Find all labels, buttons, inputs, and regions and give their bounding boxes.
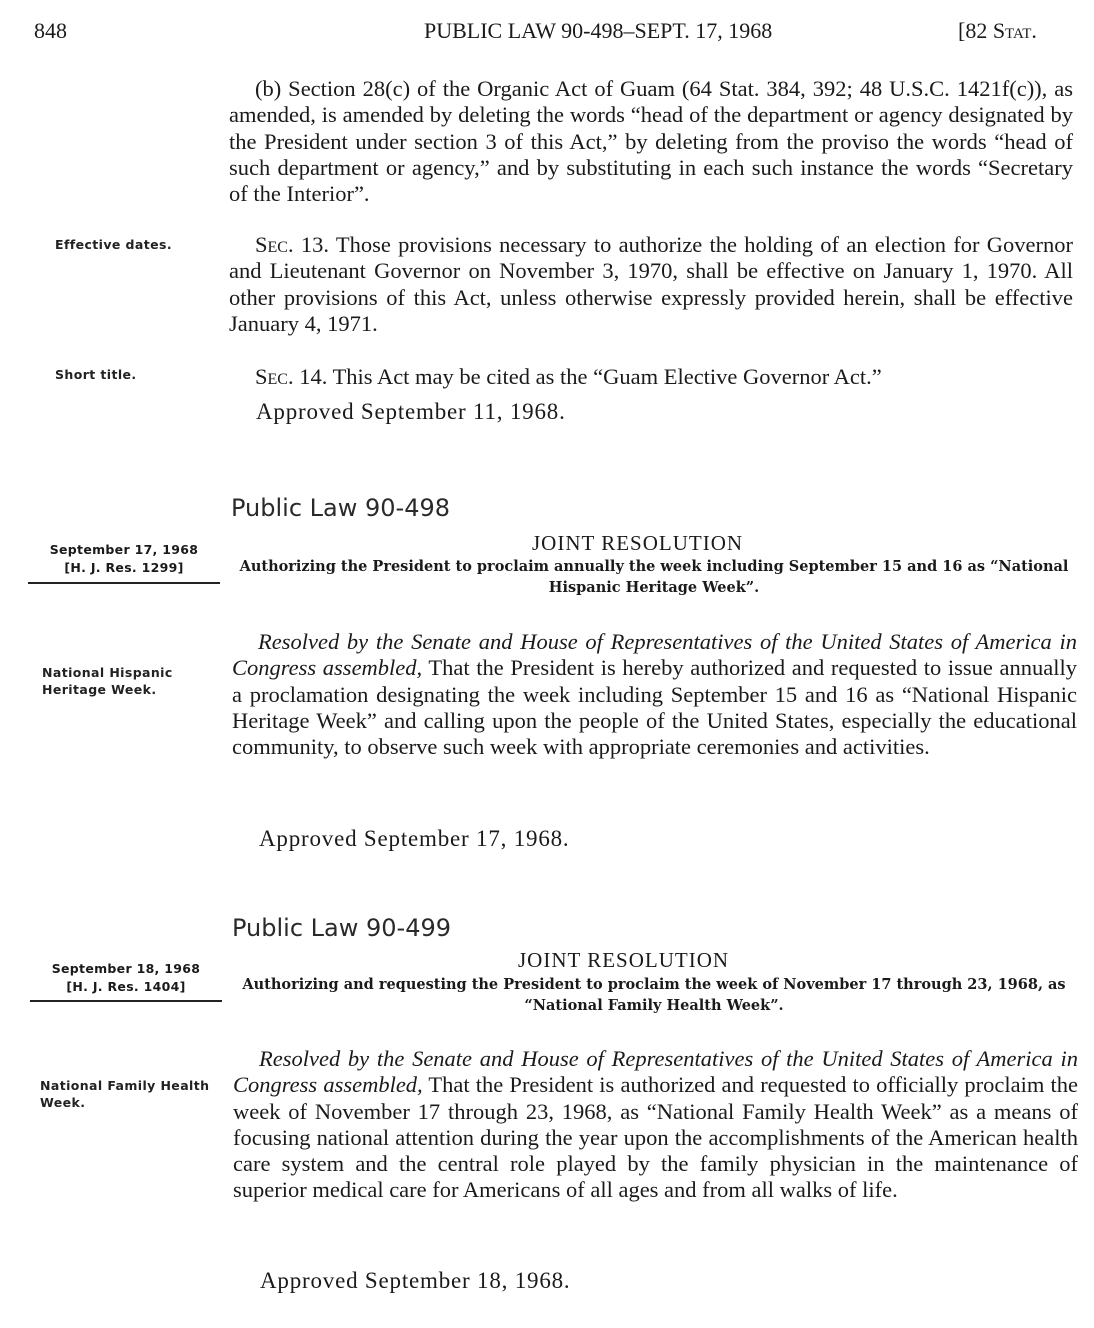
- joint-resolution-title-498: JOINT RESOLUTION: [532, 531, 744, 555]
- resolution-paragraph-499: [233, 1046, 1078, 1204]
- margin-note-short-title: Short title.: [55, 367, 137, 382]
- section-14-text: This Act may be cited as the “Guam Elective Governor Act.”: [332, 364, 882, 389]
- sidebar-date-block-499: [30, 960, 222, 996]
- resolution-paragraph-498: [232, 629, 1077, 760]
- approved-date-3: Approved September 18, 1968.: [260, 1268, 571, 1293]
- margin-note-hispanic-heritage: National Hispanic Heritage Week.: [42, 665, 173, 697]
- approved-date-2: Approved September 17, 1968.: [259, 826, 570, 851]
- section-13-paragraph: [229, 232, 1073, 337]
- approved-date-1: Approved September 11, 1968.: [256, 399, 566, 424]
- section-13-label: Sec. 13.: [255, 232, 329, 257]
- sidebar-bill-498: [H. J. Res. 1299]: [64, 560, 184, 575]
- page-number: 848: [34, 18, 67, 43]
- resolved-clause-498: Resolved by the Senate and House of Representatives of the United States of America in Congress assembled,: [232, 629, 1077, 681]
- statute-reference: [82 Stat.: [958, 18, 1037, 43]
- joint-resolution-description-498: Authorizing the President to proclaim annually the week including September 15 and 16 as “National Hispanic Heritage Week”.: [239, 558, 1069, 596]
- section-b-paragraph: (b) Section 28(c) of the Organic Act of Guam (64 Stat. 384, 392; 48 U.S.C. 1421f(c)), as amended, is amended by deleting the words “head of the department or agency designated by the President under section 3 of this Act,” by deleting from the proviso the words “head of such department or agency,” and by substituting in each such instance the words “Secretary of the Interior”.: [229, 76, 1073, 207]
- sidebar-bill-499: [H. J. Res. 1404]: [66, 979, 186, 994]
- sidebar-date-block-498: [28, 541, 220, 577]
- sidebar-date-499: September 18, 1968: [51, 961, 201, 976]
- margin-note-effective-dates: Effective dates.: [55, 237, 172, 252]
- resolution-text-499: That the President is authorized and requested to officially proclaim the week of November 17 through 23, 1968, as “National Family Health Week” as a means of focusing national attention during the year upon the accomplishments of the American health care system and the central role played by the family physician in the maintenance of superior medical care for Americans of all ages and from all walks of life.: [233, 1072, 1078, 1203]
- resolved-clause-499: Resolved by the Senate and House of Representatives of the United States of America in Congress assembled,: [233, 1046, 1078, 1098]
- joint-resolution-title-499: JOINT RESOLUTION: [518, 948, 730, 972]
- joint-resolution-description-499: Authorizing and requesting the President to proclaim the week of November 17 through 23, 1968, as “National Family Health Week”.: [242, 976, 1066, 1014]
- sidebar-rule-499: [30, 1000, 222, 1002]
- section-14-paragraph: [229, 364, 1073, 390]
- running-head: PUBLIC LAW 90-498–SEPT. 17, 1968: [424, 18, 773, 43]
- law-heading-90-498: Public Law 90-498: [231, 494, 450, 522]
- law-heading-90-499: Public Law 90-499: [232, 914, 451, 942]
- section-13-text: Those provisions necessary to authorize the holding of an election for Governor and Lieutenant Governor on November 3, 1970, shall be effective on January 1, 1970. All other provisions of this Act, unless otherwise expressly provided herein, shall be effective January 4, 1971.: [229, 232, 1074, 336]
- margin-note-family-health: National Family Health Week.: [40, 1078, 210, 1110]
- sidebar-date-498: September 17, 1968: [49, 542, 199, 557]
- sidebar-rule-498: [28, 582, 220, 584]
- section-14-label: Sec. 14.: [255, 364, 328, 389]
- resolution-text-498: That the President is hereby authorized and requested to issue annually a proclamation designating the week including September 15 and 16 as “National Hispanic Heritage Week” and calling upon the people of the United States, especially the educational community, to observe such week with appropriate ceremonies and activities.: [232, 655, 1077, 760]
